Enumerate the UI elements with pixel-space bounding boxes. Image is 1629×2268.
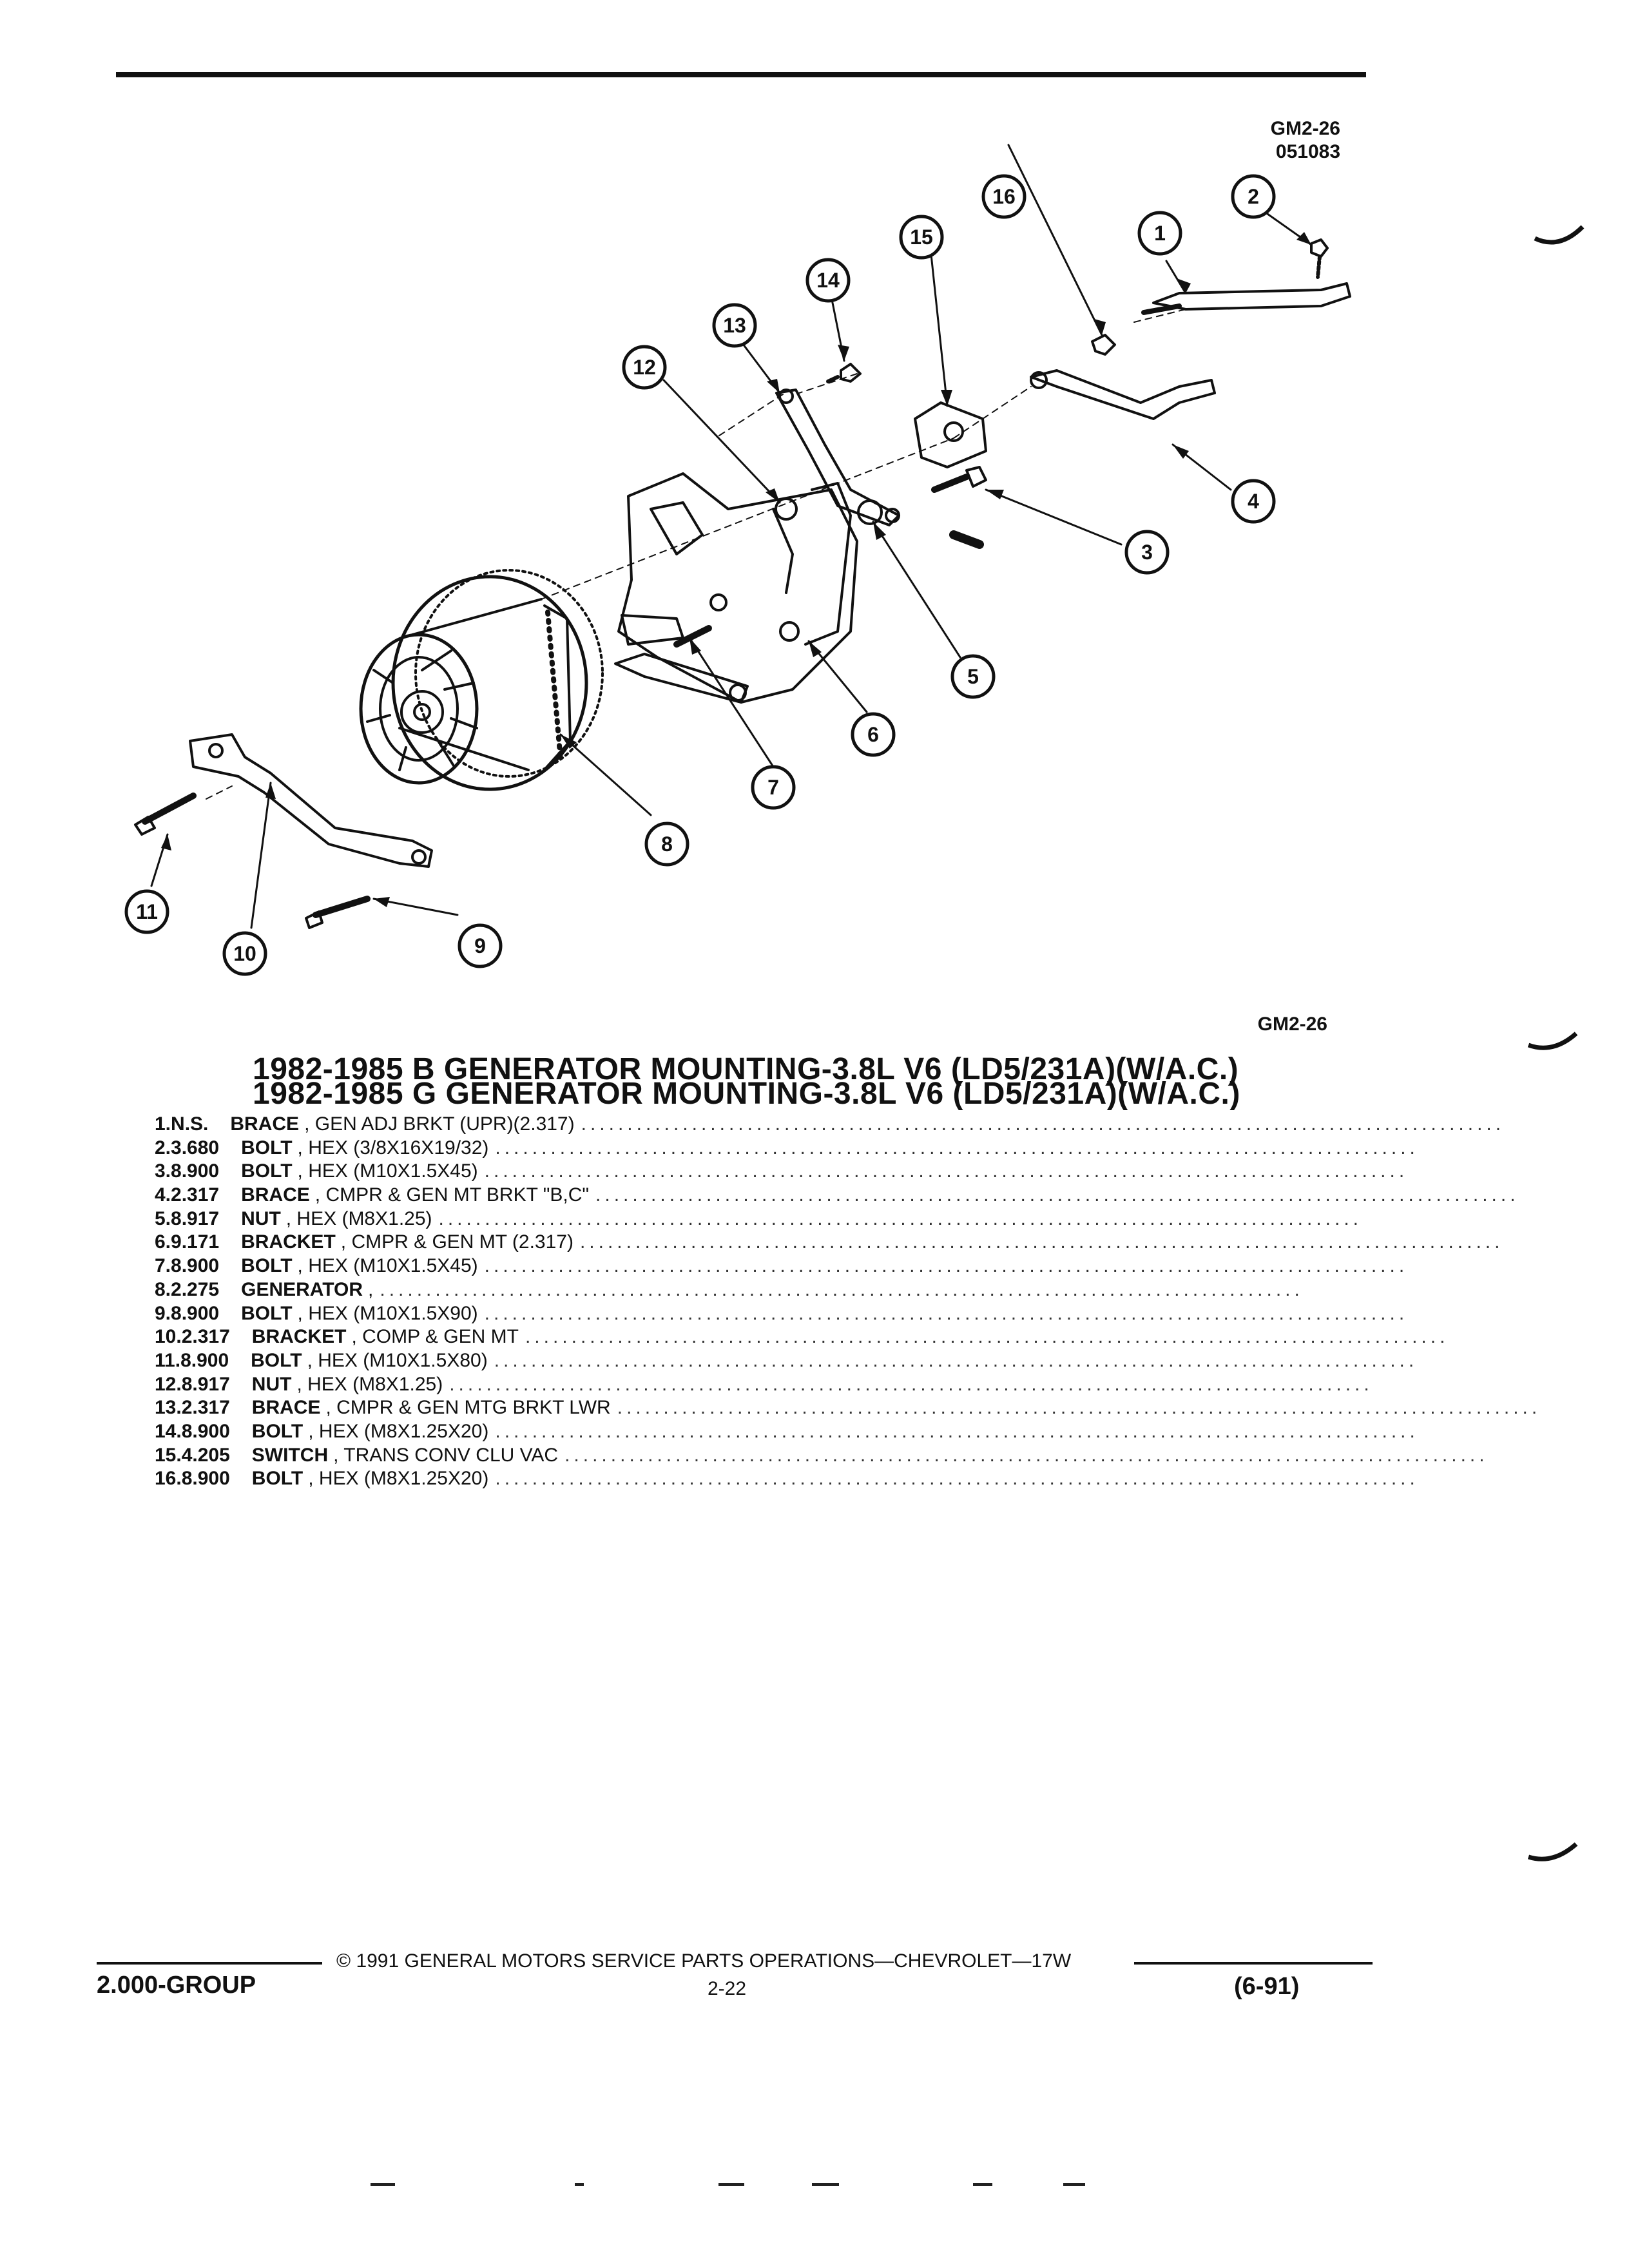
part-description: , HEX (M10X1.5X80): [307, 1349, 488, 1371]
part-name: BOLT: [251, 1349, 302, 1371]
leader-dots: ....................................................................................................: [495, 1420, 1419, 1442]
part-name: BOLT: [251, 1420, 304, 1442]
part-description: , CMPR & GEN MT BRKT "B,C": [314, 1184, 590, 1206]
part-row: [155, 1302, 1409, 1327]
part-row: [155, 1207, 1363, 1232]
leader-dots: ....................................................................................................: [494, 1349, 1418, 1371]
leader-dots: ....................................................................................................: [617, 1397, 1541, 1419]
callout-8: 8: [661, 832, 673, 856]
callout-9: 9: [474, 934, 486, 957]
leader-dots: ....................................................................................................: [438, 1207, 1363, 1229]
part-name: BOLT: [251, 1468, 304, 1490]
generator-illustration: [361, 570, 602, 789]
group-code: 8.900: [181, 1468, 230, 1490]
group-code: 2.317: [171, 1184, 220, 1206]
part-number: 2.: [155, 1137, 171, 1158]
callout-14: 14: [816, 269, 840, 292]
part-number: 8.: [155, 1278, 171, 1300]
parts-list: [155, 1113, 1541, 1492]
part-name: BRACE: [241, 1184, 310, 1206]
part-number: 3.: [155, 1160, 171, 1182]
part-description: , HEX (M10X1.5X45): [297, 1160, 478, 1182]
group-code: 2.275: [171, 1278, 220, 1300]
callout-7: 7: [767, 776, 779, 799]
part-number: 10.: [155, 1326, 182, 1348]
part-name: BRACE: [251, 1397, 321, 1419]
group-code: 8.900: [171, 1302, 220, 1324]
scan-mark: [973, 2183, 992, 2186]
callout-11: 11: [136, 900, 158, 923]
part-row: [155, 1326, 1449, 1350]
leader-dots: ....................................................................................................: [495, 1468, 1419, 1490]
part-number: 16.: [155, 1468, 182, 1490]
binding-mark: [1527, 1031, 1579, 1057]
exploded-parts-diagram: [0, 0, 1629, 1031]
footer-rule-left: [97, 1962, 322, 1965]
group-code: 8.900: [181, 1420, 230, 1442]
part-row: [155, 1444, 1489, 1468]
group-code: 9.171: [171, 1231, 220, 1253]
brace-4-illustration: [1031, 370, 1215, 419]
group-code: 8.900: [171, 1255, 220, 1277]
group-code: 8.917: [181, 1373, 230, 1395]
revision-date: (6-91): [1234, 1973, 1300, 2000]
scan-mark: [1063, 2183, 1085, 2186]
leader-dots: ....................................................................................................: [484, 1255, 1409, 1277]
callout-12: 12: [633, 356, 656, 379]
group-code: 8.917: [171, 1207, 220, 1229]
part-number: 14.: [155, 1420, 182, 1442]
leader-dots: ....................................................................................................: [579, 1231, 1504, 1253]
group-code: 3.680: [171, 1137, 220, 1158]
part-description: ,: [368, 1278, 374, 1300]
part-name: NUT: [251, 1373, 292, 1395]
part-number: 13.: [155, 1397, 182, 1419]
scan-mark: [575, 2183, 584, 2186]
part-description: , GEN ADJ BRKT (UPR)(2.317): [304, 1113, 575, 1135]
part-name: BOLT: [241, 1255, 293, 1277]
part-number: 6.: [155, 1231, 171, 1253]
section-title-b: 1982-1985 B GENERATOR MOUNTING-3.8L V6 (LD5/231A)(W/A.C.): [253, 1052, 1239, 1086]
callout-1: 1: [1154, 222, 1166, 245]
section-title-g: 1982-1985 G GENERATOR MOUNTING-3.8L V6 (LD5/231A)(W/A.C.): [253, 1077, 1240, 1111]
footer-rule-right: [1134, 1962, 1373, 1965]
part-description: , HEX (M8X1.25): [285, 1207, 432, 1229]
diagram-code-secondary: GM2-26: [1257, 1014, 1327, 1035]
leader-dots: ....................................................................................................: [495, 1137, 1419, 1158]
binding-mark: [1534, 226, 1585, 251]
part-description: , HEX (M8X1.25X20): [308, 1420, 489, 1442]
part-row: [155, 1349, 1418, 1374]
part-name: BRACKET: [241, 1231, 336, 1253]
part-name: NUT: [241, 1207, 281, 1229]
group-code: N.S.: [171, 1113, 209, 1135]
part-row: [155, 1373, 1373, 1398]
part-description: , HEX (M8X1.25X20): [308, 1468, 489, 1490]
switch-illustration: [915, 403, 986, 467]
callout-15: 15: [910, 226, 933, 249]
part-number: 11.: [155, 1349, 181, 1371]
callout-10: 10: [233, 942, 256, 965]
leader-dots: ....................................................................................................: [564, 1444, 1489, 1466]
scan-mark: [718, 2183, 744, 2186]
part-row: [155, 1231, 1504, 1255]
diagram-code: GM2-26: [1270, 118, 1340, 139]
callout-3: 3: [1141, 541, 1153, 564]
part-description: , HEX (M10X1.5X90): [297, 1302, 478, 1324]
leader-dots: ....................................................................................................: [449, 1373, 1373, 1395]
part-description: , TRANS CONV CLU VAC: [333, 1444, 559, 1466]
part-name: BOLT: [241, 1137, 293, 1158]
page-number: 2-22: [708, 1978, 747, 1999]
callout-6: 6: [867, 723, 879, 746]
callout-4: 4: [1248, 490, 1259, 513]
part-row: [155, 1397, 1541, 1421]
part-description: , CMPR & GEN MT (2.317): [340, 1231, 574, 1253]
callout-13: 13: [723, 314, 746, 337]
part-number: 5.: [155, 1207, 171, 1229]
part-row: [155, 1184, 1519, 1208]
callout-16: 16: [992, 185, 1016, 208]
part-name: SWITCH: [251, 1444, 329, 1466]
part-row: [155, 1255, 1409, 1279]
diagram-date-code: 051083: [1275, 141, 1340, 162]
leader-dots: ....................................................................................................: [484, 1302, 1409, 1324]
part-row: [155, 1278, 1304, 1303]
leader-dots: ....................................................................................................: [484, 1160, 1409, 1182]
part-number: 12.: [155, 1373, 182, 1395]
copyright-line: © 1991 GENERAL MOTORS SERVICE PARTS OPERATIONS—CHEVROLET—17W: [336, 1950, 1072, 1972]
part-name: BOLT: [241, 1302, 293, 1324]
group-code: 2.317: [181, 1397, 230, 1419]
part-description: , COMP & GEN MT: [351, 1326, 519, 1348]
part-name: GENERATOR: [241, 1278, 363, 1300]
group-label: 2.000-GROUP: [97, 1972, 256, 1999]
part-description: , HEX (M8X1.25): [296, 1373, 443, 1395]
scan-mark: [371, 2183, 395, 2186]
part-description: , HEX (M10X1.5X45): [297, 1255, 478, 1277]
callout-2: 2: [1248, 185, 1259, 208]
part-number: 4.: [155, 1184, 171, 1206]
part-row: [155, 1113, 1505, 1137]
part-name: BOLT: [241, 1160, 293, 1182]
group-code: 2.317: [181, 1326, 230, 1348]
group-code: 8.900: [171, 1160, 220, 1182]
leader-dots: ....................................................................................................: [581, 1113, 1505, 1135]
part-row: [155, 1420, 1419, 1445]
binding-mark: [1527, 1843, 1579, 1869]
group-code: 8.900: [180, 1349, 229, 1371]
leader-dots: ....................................................................................................: [380, 1278, 1304, 1300]
scan-mark: [812, 2183, 839, 2186]
part-name: BRACKET: [251, 1326, 347, 1348]
part-number: 7.: [155, 1255, 171, 1277]
part-description: , CMPR & GEN MTG BRKT LWR: [325, 1397, 611, 1419]
bracket-illustration: [615, 474, 857, 702]
part-number: 1.: [155, 1113, 171, 1135]
callout-5: 5: [967, 665, 979, 688]
bracket-10-illustration: [190, 735, 432, 867]
part-number: 9.: [155, 1302, 171, 1324]
group-code: 4.205: [181, 1444, 230, 1466]
part-number: 15.: [155, 1444, 182, 1466]
part-description: , HEX (3/8X16X19/32): [297, 1137, 489, 1158]
part-row: [155, 1160, 1409, 1184]
leader-dots: ....................................................................................................: [595, 1184, 1519, 1206]
part-name: BRACE: [230, 1113, 300, 1135]
part-row: [155, 1468, 1419, 1492]
leader-dots: ....................................................................................................: [525, 1326, 1449, 1348]
part-row: [155, 1137, 1419, 1161]
